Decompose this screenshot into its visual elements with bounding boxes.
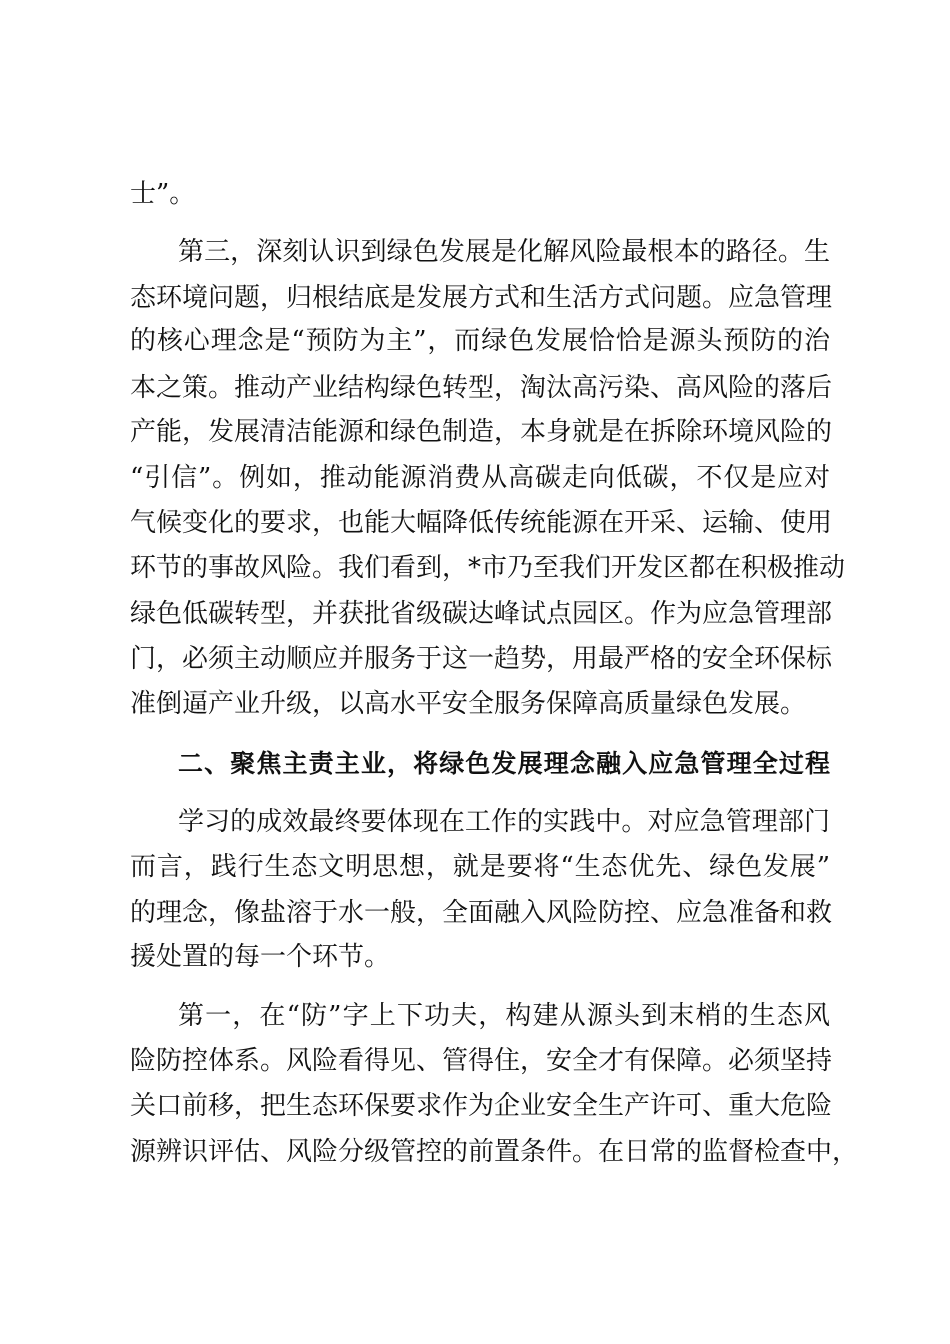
section-heading: 二、聚焦主责主业，将绿色发展理念融入应急管理全过程 <box>178 749 830 778</box>
text-line: 产能，发展清洁能源和绿色制造，本身就是在拆除环境风险的 <box>130 417 833 447</box>
text-line: 援处置的每一个环节。 <box>130 942 391 972</box>
text-line: 源辨识评估、风险分级管控的前置条件。在日常的监督检查中， <box>130 1137 859 1167</box>
text-line: 本之策。推动产业结构绿色转型，淘汰高污染、高风险的落后 <box>130 373 833 403</box>
text-line: 门，必须主动顺应并服务于这一趋势，用最严格的安全环保标 <box>130 644 833 674</box>
text-line: 险防控体系。风险看得见、管得住，安全才有保障。必须坚持 <box>130 1046 833 1076</box>
text-line: 的理念，像盐溶于水一般，全面融入风险防控、应急准备和救 <box>130 898 833 928</box>
text-line: 气候变化的要求，也能大幅降低传统能源在开采、运输、使用 <box>130 508 833 538</box>
text-line: 第一，在“防”字上下功夫，构建从源头到末梢的生态风 <box>178 1001 830 1031</box>
text-line: 第三，深刻认识到绿色发展是化解风险最根本的路径。生 <box>178 237 830 267</box>
text-line: 态环境问题，归根结底是发展方式和生活方式问题。应急管理 <box>130 283 833 313</box>
text-line: 而言，践行生态文明思想，就是要将“生态优先、绿色发展” <box>130 852 830 882</box>
text-line: 关口前移，把生态环保要求作为企业安全生产许可、重大危险 <box>130 1091 833 1121</box>
text-line: 准倒逼产业升级，以高水平安全服务保障高质量绿色发展。 <box>130 689 807 719</box>
text-line: “引信”。例如，推动能源消费从高碳走向低碳，不仅是应对 <box>130 463 830 493</box>
text-line: 士”。 <box>130 179 196 209</box>
text-line: 绿色低碳转型，并获批省级碳达峰试点园区。作为应急管理部 <box>130 599 833 629</box>
text-line: 的核心理念是“预防为主”，而绿色发展恰恰是源头预防的治 <box>130 326 830 356</box>
text-line: 环节的事故风险。我们看到，*市乃至我们开发区都在积极推动 <box>130 553 846 583</box>
text-line: 学习的成效最终要体现在工作的实践中。对应急管理部门 <box>178 807 830 837</box>
